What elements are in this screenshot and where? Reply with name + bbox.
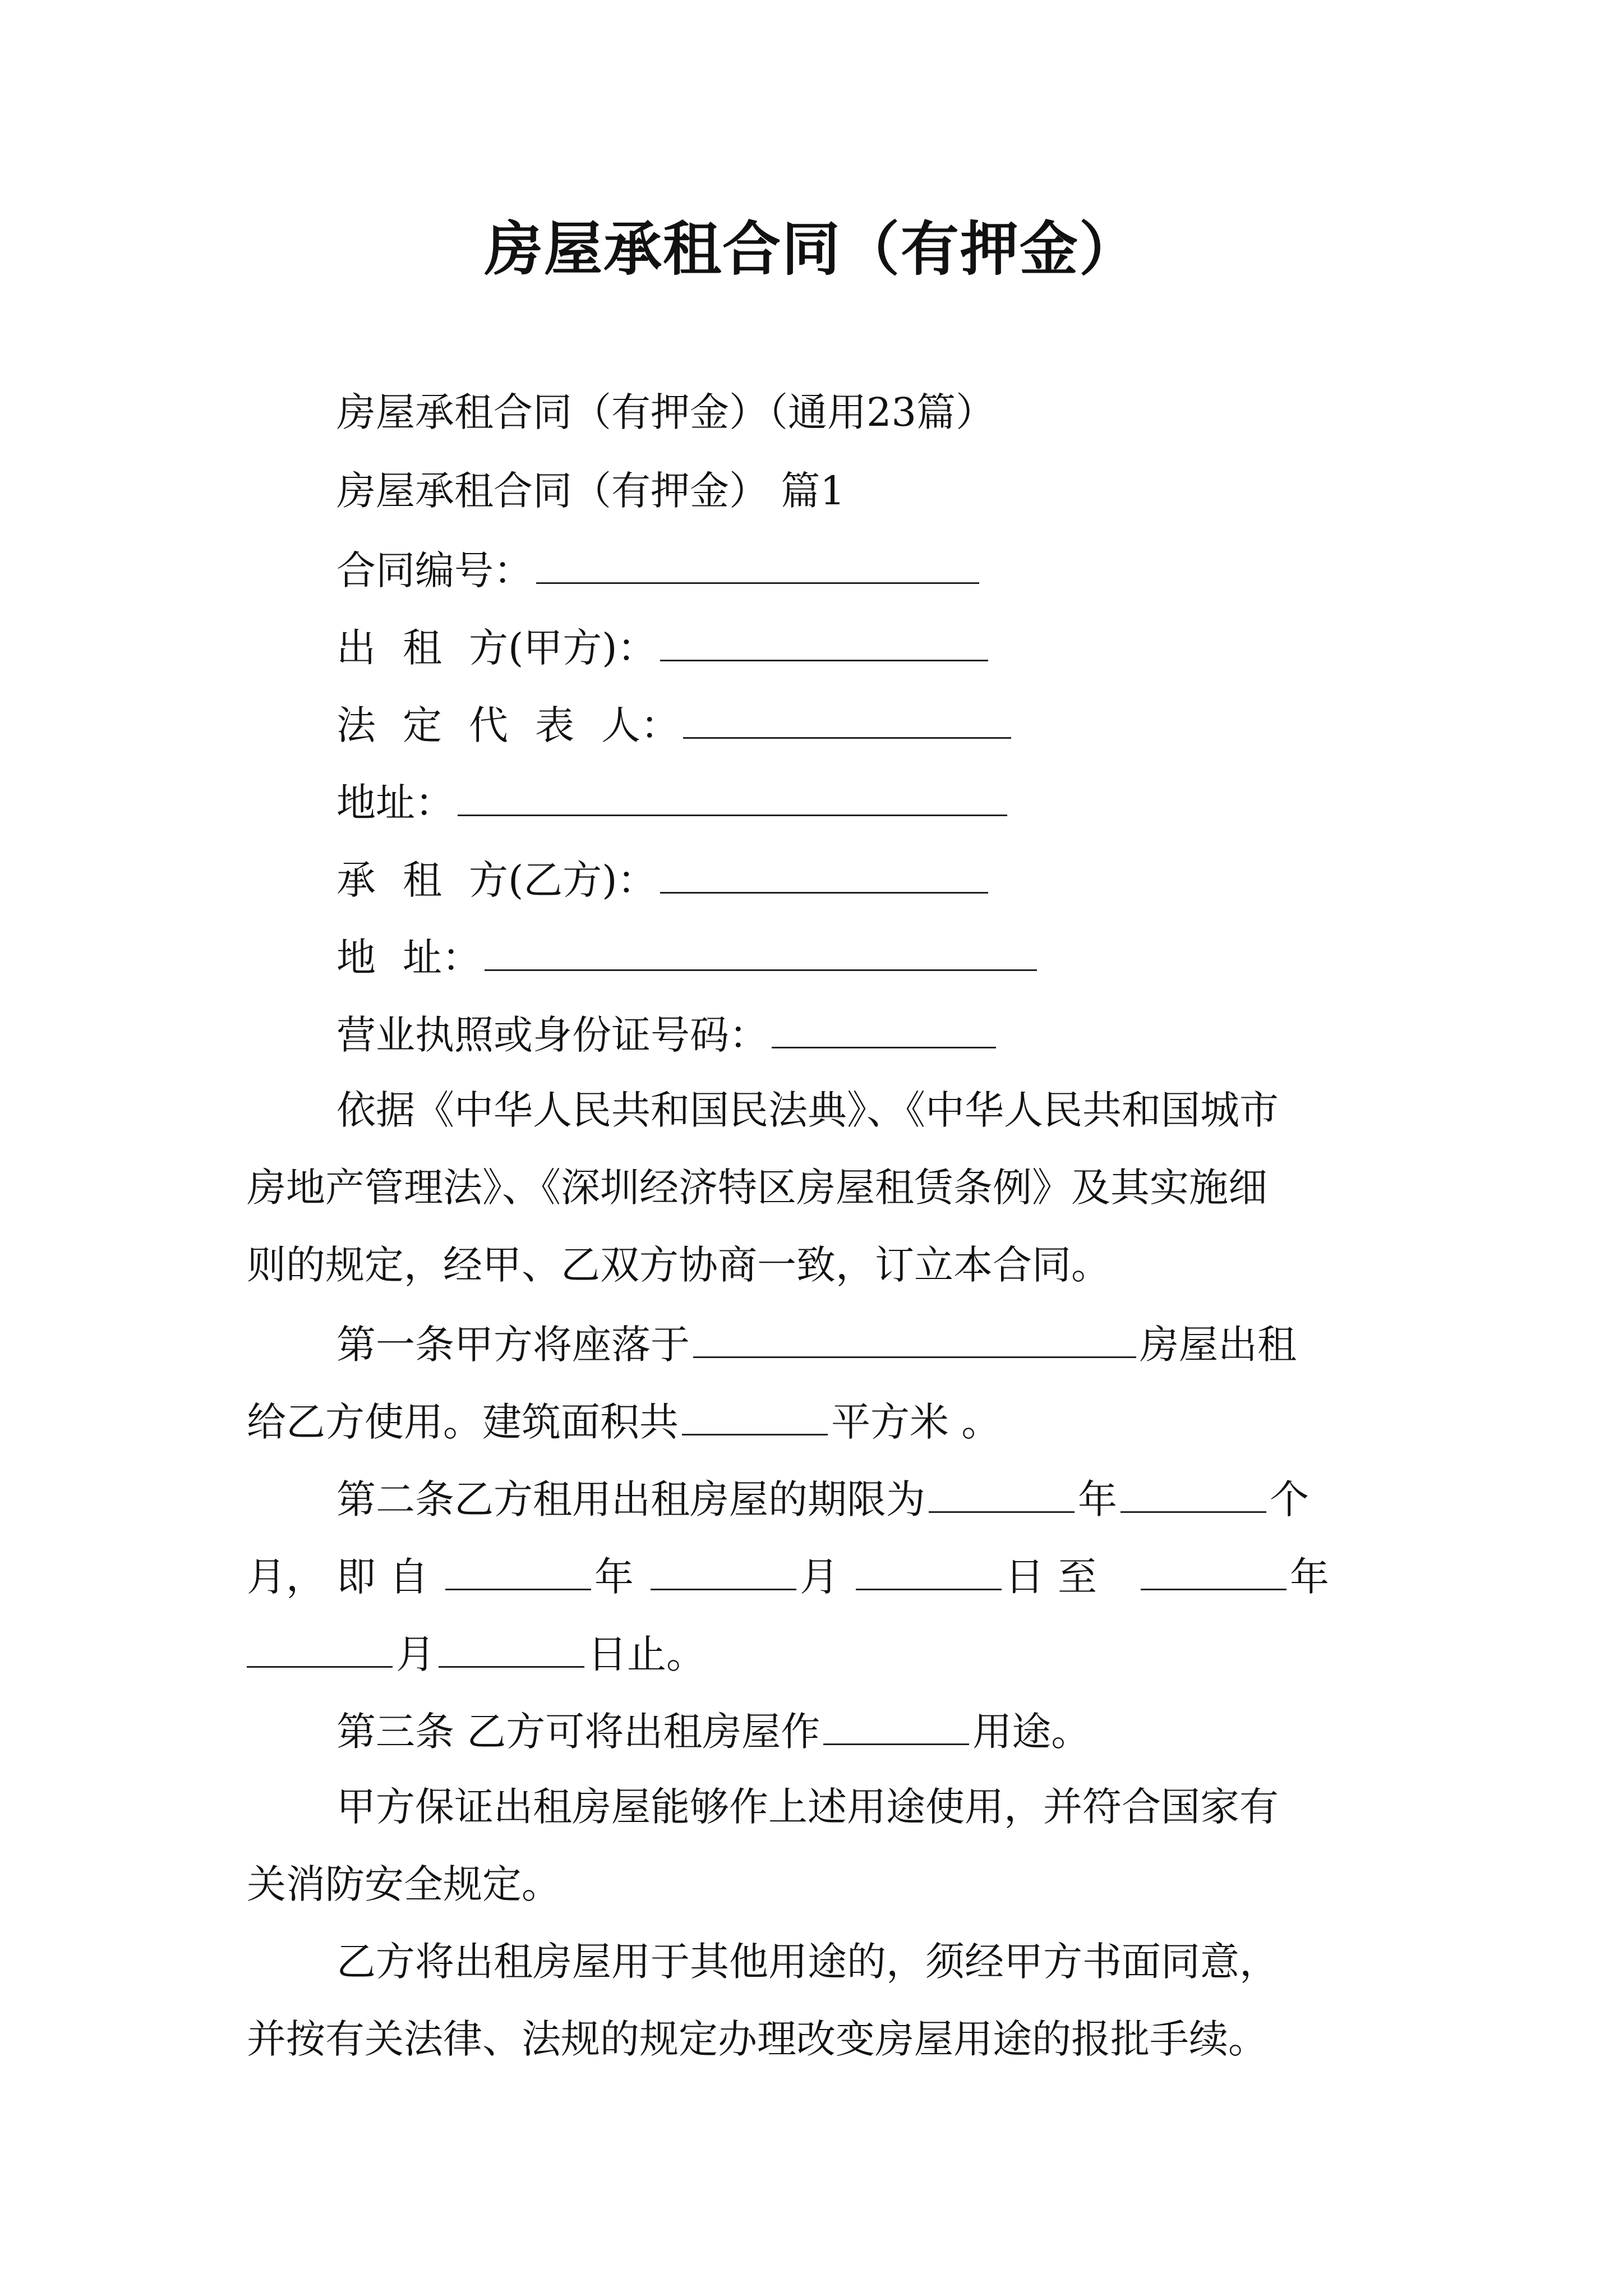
- usage-change-paragraph-line1: 乙方将出租房屋用于其他用途的，须经甲方书面同意，: [336, 1939, 1279, 1985]
- section-heading: 房屋承租合同（有押金） 篇1: [336, 468, 845, 514]
- article-2-text: 月: [396, 1631, 435, 1677]
- legal-rep-label-part: 人：: [601, 702, 680, 748]
- guarantee-paragraph-line1: 甲方保证出租房屋能够作上述用途使用，并符合国家有: [336, 1784, 1279, 1830]
- lessee-label-part: 租: [403, 857, 442, 903]
- legal-rep-label-part: 表: [535, 702, 574, 748]
- lessee-address-blank[interactable]: [485, 936, 1037, 971]
- article-2-text: 个: [1270, 1476, 1309, 1522]
- contract-number-label: 合同编号：: [336, 547, 533, 593]
- article-2-text: 第二条乙方租用出租房屋的期限为: [336, 1476, 925, 1522]
- legal-rep-blank[interactable]: [683, 703, 1011, 739]
- end-day-blank[interactable]: [439, 1632, 584, 1668]
- intro-paragraph-line3: 则的规定，经甲、乙双方协商一致，订立本合同。: [247, 1242, 1110, 1288]
- document-title: 房屋承租合同（有押金）: [484, 214, 1138, 283]
- end-year-blank[interactable]: [1141, 1555, 1287, 1590]
- article-1-text: 给乙方使用。建筑面积共: [247, 1399, 679, 1445]
- article-3-line: [336, 1709, 1091, 1755]
- article-2-text: 年: [1078, 1476, 1117, 1522]
- lessor-address-blank[interactable]: [458, 781, 1007, 816]
- article-2-text: 日至: [1005, 1554, 1110, 1600]
- article-2-text: 年: [594, 1554, 634, 1600]
- lessee-blank[interactable]: [660, 858, 988, 894]
- contract-number-line: [336, 547, 983, 593]
- article-2-text: 即自: [336, 1554, 442, 1600]
- article-2-line1: [336, 1476, 1309, 1522]
- lessor-blank[interactable]: [660, 626, 988, 661]
- start-month-blank[interactable]: [651, 1555, 796, 1590]
- article-2-text: 年: [1290, 1554, 1329, 1600]
- article-3-text: 用途。: [972, 1709, 1091, 1755]
- property-location-blank[interactable]: [693, 1323, 1136, 1358]
- license-line: [336, 1012, 999, 1058]
- start-year-blank[interactable]: [445, 1555, 591, 1590]
- lessor-address-label: 地址：: [336, 780, 454, 826]
- guarantee-paragraph-line2: 关消防安全规定。: [247, 1861, 561, 1907]
- lessor-label-part: 方(甲方)：: [469, 625, 657, 671]
- lessee-address-label-part: 址：: [403, 935, 481, 981]
- area-blank[interactable]: [682, 1400, 828, 1435]
- document-subtitle: 房屋承租合同（有押金）（通用23篇）: [336, 389, 995, 435]
- end-month-blank[interactable]: [247, 1632, 393, 1668]
- lessor-address-line: [336, 780, 1011, 826]
- article-2-line2: [247, 1554, 1329, 1600]
- article-1-line1: [336, 1322, 1297, 1368]
- article-1-text: 第一条甲方将座落于: [336, 1322, 690, 1368]
- lessee-label-part: 承: [336, 857, 376, 903]
- lessee-address-line: [336, 935, 1040, 981]
- start-day-blank[interactable]: [856, 1555, 1002, 1590]
- article-2-text: 日止。: [588, 1631, 706, 1677]
- article-2-line3: [247, 1631, 706, 1677]
- legal-rep-label-part: 法: [336, 702, 376, 748]
- lessee-address-label-part: 地: [336, 935, 376, 981]
- usage-change-paragraph-line2: 并按有关法律、法规的规定办理改变房屋用途的报批手续。: [247, 2016, 1267, 2062]
- legal-rep-line: [336, 702, 1015, 748]
- article-2-text: 月，: [247, 1554, 325, 1600]
- intro-paragraph-line2: 房地产管理法》、《深圳经济特区房屋租赁条例》及其实施细: [247, 1165, 1267, 1211]
- term-months-blank[interactable]: [1121, 1478, 1266, 1513]
- article-3-text: 第三条 乙方可将出租房屋作: [336, 1709, 820, 1755]
- term-years-blank[interactable]: [929, 1478, 1075, 1513]
- lessor-label-part: 出: [336, 625, 376, 671]
- article-1-line2: [247, 1399, 1001, 1445]
- usage-blank[interactable]: [823, 1710, 969, 1745]
- article-1-text: 平方米 。: [831, 1399, 1001, 1445]
- lessee-label-part: 方(乙方)：: [469, 857, 657, 903]
- legal-rep-label-part: 定: [403, 702, 442, 748]
- article-2-text: 月: [800, 1554, 839, 1600]
- article-1-text: 房屋出租: [1140, 1322, 1297, 1368]
- license-label: 营业执照或身份证号码：: [336, 1012, 768, 1058]
- contract-number-blank[interactable]: [536, 549, 979, 584]
- legal-rep-label-part: 代: [469, 702, 508, 748]
- lessor-label-part: 租: [403, 625, 442, 671]
- intro-paragraph-line1: 依据《中华人民共和国民法典》、《中华人民共和国城市: [336, 1087, 1279, 1133]
- license-blank[interactable]: [772, 1013, 996, 1048]
- lessor-line: [336, 625, 992, 671]
- lessee-line: [336, 857, 992, 903]
